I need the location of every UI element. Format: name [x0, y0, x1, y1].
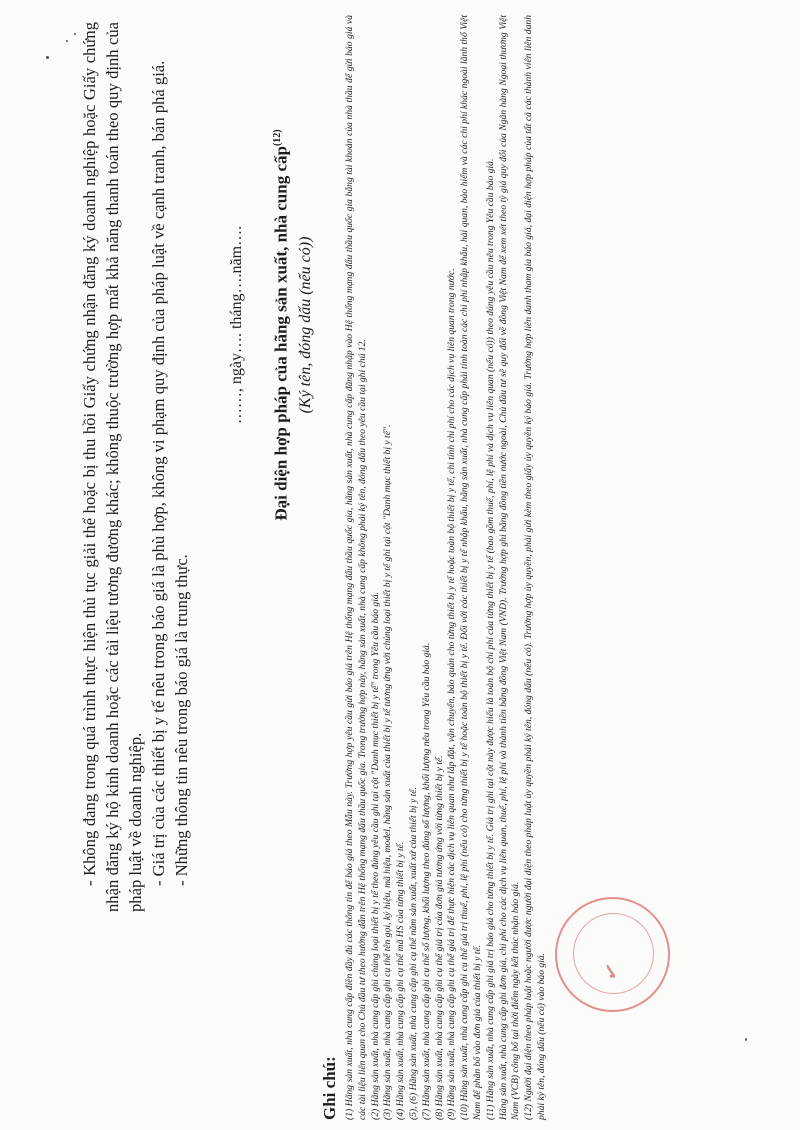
signature-note: (Ký tên, đóng dấu (nếu có)): [296, 236, 314, 414]
scan-speck: [74, 33, 76, 35]
signature-title-footnote: (12): [272, 129, 283, 147]
notes-header: Ghi chú:: [320, 1056, 339, 1120]
commitment-item: - Không đang trong quá trình thực hiện thủ tục giải thể hoặc bị thu hồi Giấy chứng nhận đăng ký doanh nghiệp hoặc Giấy chứng nhận đăng ký hộ kinh doanh hoặc các tài liệu tương đương khác; không thuộc trường hợp mất khả năng thanh toán theo quy định của pháp luật về doanh nghiệp.: [80, 22, 145, 912]
commitment-item: - Giá trị của các thiết bị y tế nêu trong báo giá là phù hợp, không vi phạm quy định của pháp luật về cạnh tranh, bán phá giá.: [149, 60, 168, 886]
scan-speck: [46, 56, 49, 59]
red-stamp: [555, 897, 670, 1012]
note-item: (1) Hãng sản xuất, nhà cung cấp điền đầy đủ các thông tin để báo giá theo Mẫu này. Trường hợp yêu cầu gửi báo giá trên Hệ thống mạng đấu thầu quốc gia, hãng sản xuất, nhà cung cấp đăng nhập vào Hệ thống mạng đấu thầu quốc gia bằng tài khoản của nhà thầu để gửi báo giá và các tài liệu liên quan cho Chủ đầu tư theo hướng dẫn trên Hệ thống mạng đấu thầu quốc gia. Trong trường hợp này, hãng sản xuất, nhà cung cấp không phải ký tên, đóng dấu theo yêu cầu tại ghi chú 12.: [344, 15, 368, 1120]
commitment-text: [78, 22, 193, 912]
commitment-item: - Những thông tin nêu trong báo giá là trung thực.: [172, 554, 191, 886]
signature-date: ……, ngày…. tháng….năm….: [228, 225, 245, 425]
note-item: (3) Hãng sản xuất, nhà cung cấp ghi cụ thể tên gọi, ký hiệu, mã hiệu, model, hãng sản xuất của thiết bị y tế tương ứng với chủng loại thiết bị y tế ghi tại cột "Danh mục thiết bị y tế".: [382, 424, 394, 1120]
note-item: (12) Người đại diện theo pháp luật hoặc người được người đại diện theo pháp luật ủy quyền phải ký tên, đóng dấu (nếu có). Trường hợp ủy quyền, phải gửi kèm theo giấy ủy quyền ký báo giá. Trường hợp liên danh tham gia báo giá, đại diện hợp pháp của tất cả các thành viên liên danh phải ký tên, đóng dấu (nếu có) vào báo giá.: [523, 15, 547, 1120]
note-item: (4) Hãng sản xuất, nhà cung cấp ghi cụ thể mã HS của từng thiết bị y tế.: [395, 841, 407, 1120]
notes-section: [318, 15, 549, 1120]
signature-title-text: Đại diện hợp pháp của hãng sản xuất, nhà cung cấp: [271, 146, 291, 521]
note-item: Hãng sản xuất, nhà cung cấp ghi đơn giá, chi phí cho các dịch vụ liên quan, thuế, phí, lệ phí và thành tiền bằng đồng Việt Nam (VND). Trường hợp ghi bằng đồng tiền nước ngoài, Chủ đầu tư sẽ quy đổi về đồng Việt Nam để xem xét theo tỷ giá quy đổi của Ngân hàng Ngoại thương Việt Nam (VCB) công bố tại thời điểm ngày kết thúc nhận báo giá.: [497, 15, 522, 1120]
scan-speck: [66, 40, 68, 42]
signature-title: [265, 110, 295, 540]
stamp-inner-ring: [573, 913, 654, 994]
scan-speck: [745, 1038, 747, 1041]
signature-block: [225, 110, 317, 540]
note-item: (7) Hãng sản xuất, nhà cung cấp ghi cụ thể số lượng, khối lượng theo đúng số lượng, khối lượng nêu trong Yêu cầu báo giá.: [420, 642, 432, 1120]
note-item: (8) Hãng sản xuất, nhà cung cấp ghi cụ thể giá trị của đơn giá tương ứng với từng thiết bị y tế.: [433, 755, 445, 1120]
note-item: (10) Hãng sản xuất, nhà cung cấp ghi cụ thể giá trị thuế, phí, lệ phí (nếu có) cho từng thiết bị y tế hoặc toàn bộ thiết bị y tế. Đối với các thiết bị y tế nhập khẩu, hãng sản xuất, nhà cung cấp phải tính toàn các chi phí nhập khẩu, hải quan, bảo hiểm và các chi phí khác ngoài lãnh thổ Việt Nam để phân bổ vào đơn giá của thiết bị y tế.: [459, 15, 483, 1120]
note-item: (9) Hãng sản xuất, nhà cung cấp ghi cụ thể giá trị để thực hiện các dịch vụ liên quan như lắp đặt, vận chuyển, bảo quản cho từng thiết bị y tế hoặc toàn bộ thiết bị y tế, chi tính chi phí cho các dịch vụ liên quan trong nước.: [446, 268, 458, 1120]
note-item: (11) Hãng sản xuất, nhà cung cấp ghi giá trị báo giá cho từng thiết bị y tế. Giá trị ghi tại cột này được hiểu là toàn bộ chi phí của từng thiết bị y tế (bao gồm thuế, phí, lệ phí và dịch vụ liên quan (nếu có)) theo đúng yêu cầu nêu trong Yêu cầu báo giá.: [484, 158, 496, 1120]
note-item: (5), (6) Hãng sản xuất, nhà cung cấp ghi cụ thể năm sản xuất, xuất xứ của thiết bị y tế.: [407, 787, 419, 1120]
note-item: (2) Hãng sản xuất, nhà cung cấp ghi chủng loại thiết bị y tế theo đúng yêu cầu ghi tại cột "Danh mục thiết bị y tế" trong Yêu cầu báo giá.: [369, 591, 381, 1120]
stamp-mark: ✓: [598, 960, 626, 984]
